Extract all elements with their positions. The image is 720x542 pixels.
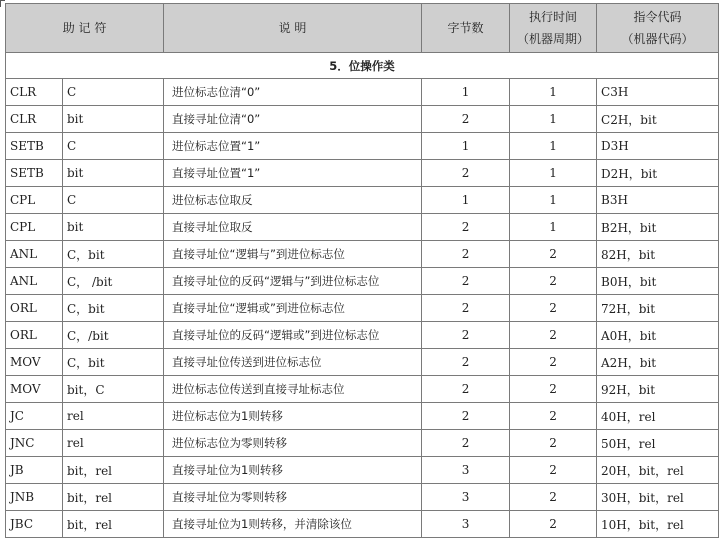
cell-opcode: C2H，bit	[597, 106, 719, 133]
cell-mnemonic: SETB	[6, 133, 63, 160]
cell-operand: C	[63, 133, 164, 160]
cell-opcode: 92H，bit	[597, 376, 719, 403]
cell-description: 进位标志位置“1”	[164, 133, 422, 160]
cell-operand: rel	[63, 403, 164, 430]
cell-operand: C，bit	[63, 349, 164, 376]
cell-description: 直接寻址位的反码“逻辑或”到进位标志位	[164, 322, 422, 349]
header-opcode-line2: （机器代码）	[621, 32, 694, 46]
cell-mnemonic: ANL	[6, 268, 63, 295]
cell-mnemonic: ORL	[6, 295, 63, 322]
cell-description: 进位标志位为1则转移	[164, 403, 422, 430]
header-opcode	[597, 4, 719, 53]
cell-mnemonic: MOV	[6, 349, 63, 376]
table-row	[6, 160, 719, 187]
cell-operand: C	[63, 79, 164, 106]
cell-operand: C，bit	[63, 295, 164, 322]
table-row	[6, 376, 719, 403]
table-row	[6, 295, 719, 322]
header-mnemonic: 助 记 符	[6, 4, 164, 53]
cell-operand: bit	[63, 214, 164, 241]
cell-opcode: A2H，bit	[597, 349, 719, 376]
cell-cycles: 1	[510, 187, 597, 214]
cell-operand: rel	[63, 430, 164, 457]
table-row	[6, 430, 719, 457]
cell-cycles: 1	[510, 214, 597, 241]
table-row	[6, 403, 719, 430]
cell-mnemonic: CPL	[6, 187, 63, 214]
cell-description: 直接寻址位的反码“逻辑与”到进位标志位	[164, 268, 422, 295]
cell-mnemonic: JBC	[6, 511, 63, 538]
cell-opcode: 82H，bit	[597, 241, 719, 268]
cell-description: 直接寻址位为1则转移，并清除该位	[164, 511, 422, 538]
cell-cycles: 1	[510, 79, 597, 106]
section-row	[6, 53, 719, 79]
cell-bytes: 2	[422, 214, 510, 241]
cell-description: 进位标志位取反	[164, 187, 422, 214]
cell-opcode: 50H，rel	[597, 430, 719, 457]
cell-bytes: 2	[422, 241, 510, 268]
cell-cycles: 2	[510, 403, 597, 430]
cell-bytes: 3	[422, 457, 510, 484]
cell-opcode: 20H，bit，rel	[597, 457, 719, 484]
cell-cycles: 2	[510, 322, 597, 349]
cell-mnemonic: JB	[6, 457, 63, 484]
cell-bytes: 1	[422, 79, 510, 106]
header-description: 说 明	[164, 4, 422, 53]
cell-mnemonic: ANL	[6, 241, 63, 268]
table-header	[6, 4, 719, 53]
header-exec-time-line1: 执行时间	[529, 10, 578, 24]
cell-bytes: 1	[422, 187, 510, 214]
cell-cycles: 2	[510, 376, 597, 403]
cell-cycles: 1	[510, 133, 597, 160]
cell-description: 直接寻址位为零则转移	[164, 484, 422, 511]
cell-mnemonic: ORL	[6, 322, 63, 349]
cell-cycles: 2	[510, 349, 597, 376]
cell-description: 直接寻址位传送到进位标志位	[164, 349, 422, 376]
cell-cycles: 2	[510, 484, 597, 511]
cell-description: 进位标志位传送到直接寻址标志位	[164, 376, 422, 403]
cell-operand: C， /bit	[63, 268, 164, 295]
header-exec-time	[510, 4, 597, 53]
cell-mnemonic: CLR	[6, 106, 63, 133]
cell-mnemonic: SETB	[6, 160, 63, 187]
cell-opcode: 40H，rel	[597, 403, 719, 430]
cell-bytes: 2	[422, 403, 510, 430]
cell-cycles: 2	[510, 511, 597, 538]
cell-opcode: 30H，bit，rel	[597, 484, 719, 511]
cell-bytes: 2	[422, 295, 510, 322]
table-row	[6, 349, 719, 376]
header-opcode-line1: 指令代码	[633, 10, 682, 24]
instruction-table	[5, 3, 719, 538]
cell-description: 进位标志位为零则转移	[164, 430, 422, 457]
table-row	[6, 322, 719, 349]
table-body	[6, 53, 719, 538]
cell-description: 进位标志位清“0”	[164, 79, 422, 106]
cell-opcode: C3H	[597, 79, 719, 106]
cell-bytes: 2	[422, 376, 510, 403]
cell-operand: bit	[63, 106, 164, 133]
cell-bytes: 2	[422, 160, 510, 187]
cell-description: 直接寻址位取反	[164, 214, 422, 241]
cell-opcode: D3H	[597, 133, 719, 160]
cell-operand: bit，C	[63, 376, 164, 403]
cell-description: 直接寻址位置“1”	[164, 160, 422, 187]
cell-mnemonic: JC	[6, 403, 63, 430]
cell-cycles: 1	[510, 160, 597, 187]
cell-cycles: 2	[510, 295, 597, 322]
cell-cycles: 2	[510, 457, 597, 484]
cell-bytes: 2	[422, 106, 510, 133]
table-row	[6, 268, 719, 295]
cell-bytes: 2	[422, 322, 510, 349]
cell-mnemonic: MOV	[6, 376, 63, 403]
cell-bytes: 2	[422, 430, 510, 457]
cell-operand: C，/bit	[63, 322, 164, 349]
table-row	[6, 187, 719, 214]
cell-mnemonic: CLR	[6, 79, 63, 106]
cell-opcode: A0H，bit	[597, 322, 719, 349]
table-row	[6, 241, 719, 268]
cell-description: 直接寻址位“逻辑或”到进位标志位	[164, 295, 422, 322]
cell-mnemonic: JNB	[6, 484, 63, 511]
cell-operand: C	[63, 187, 164, 214]
cell-bytes: 3	[422, 511, 510, 538]
cell-description: 直接寻址位为1则转移	[164, 457, 422, 484]
cell-cycles: 1	[510, 106, 597, 133]
header-bytes: 字节数	[422, 4, 510, 53]
cell-operand: bit	[63, 160, 164, 187]
cell-operand: bit，rel	[63, 511, 164, 538]
cell-mnemonic: JNC	[6, 430, 63, 457]
cell-operand: bit，rel	[63, 457, 164, 484]
cell-opcode: 10H，bit，rel	[597, 511, 719, 538]
cell-bytes: 2	[422, 349, 510, 376]
cell-mnemonic: CPL	[6, 214, 63, 241]
header-exec-time-line2: （机器周期）	[517, 32, 590, 46]
cell-bytes: 3	[422, 484, 510, 511]
cell-cycles: 2	[510, 268, 597, 295]
table-row	[6, 79, 719, 106]
table-row	[6, 133, 719, 160]
cell-opcode: D2H，bit	[597, 160, 719, 187]
section-title: 5．位操作类	[6, 53, 719, 79]
cell-operand: bit，rel	[63, 484, 164, 511]
table-row	[6, 484, 719, 511]
cell-description: 直接寻址位“逻辑与”到进位标志位	[164, 241, 422, 268]
table-row	[6, 106, 719, 133]
cell-cycles: 2	[510, 430, 597, 457]
cell-bytes: 1	[422, 133, 510, 160]
cell-cycles: 2	[510, 241, 597, 268]
cell-opcode: B2H，bit	[597, 214, 719, 241]
cell-operand: C，bit	[63, 241, 164, 268]
table-row	[6, 214, 719, 241]
cell-opcode: 72H，bit	[597, 295, 719, 322]
cell-bytes: 2	[422, 268, 510, 295]
cell-opcode: B3H	[597, 187, 719, 214]
cell-opcode: B0H，bit	[597, 268, 719, 295]
cell-description: 直接寻址位清“0”	[164, 106, 422, 133]
table-row	[6, 457, 719, 484]
table-row	[6, 511, 719, 538]
